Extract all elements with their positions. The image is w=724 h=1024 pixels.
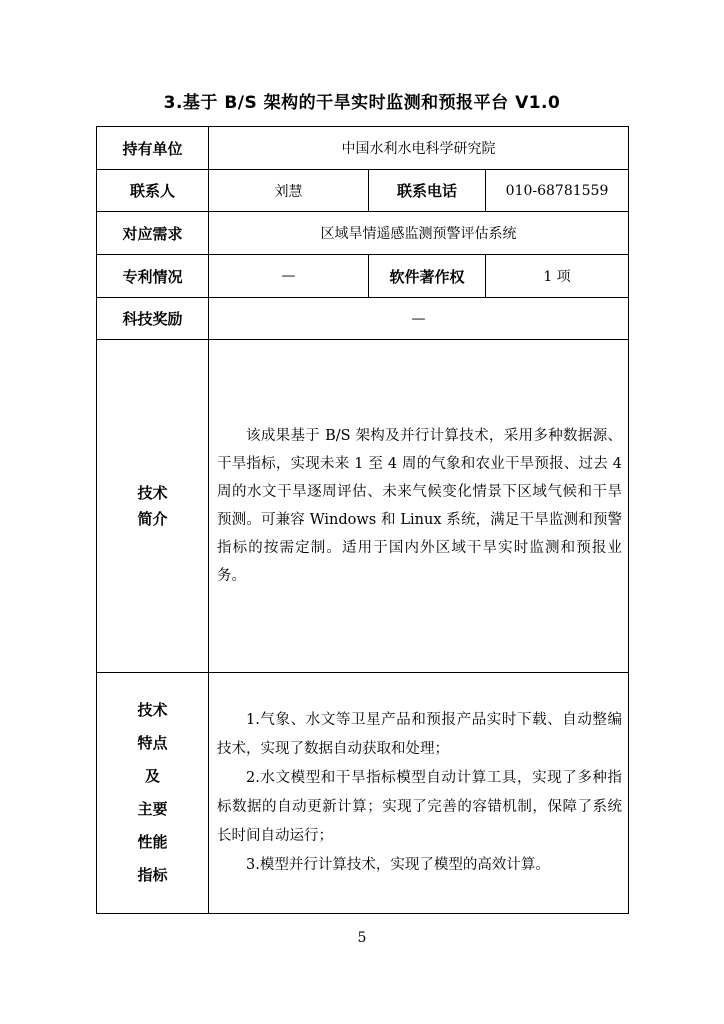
intro-label-line1: 技术 — [137, 484, 168, 502]
features-label-line: 及 — [144, 767, 160, 785]
features-label-line: 技术 — [137, 701, 168, 719]
phone-value: 010-68781559 — [486, 170, 629, 212]
row-demand — [97, 212, 629, 255]
page-number: 5 — [357, 930, 367, 946]
features-label-line: 主要 — [137, 800, 168, 818]
features-label-line: 特点 — [137, 734, 168, 752]
page-title: 3.基于 B/S 架构的干旱实时监测和预报平台 V1.0 — [163, 93, 561, 113]
software-value: 1 项 — [486, 255, 629, 298]
owner-value: 中国水利水电科学研究院 — [209, 127, 629, 170]
row-award — [97, 298, 629, 340]
software-label: 软件著作权 — [369, 255, 486, 298]
patent-value: — — [209, 255, 369, 298]
feature-item: 1.气象、水文等卫星产品和预报产品实时下载、自动整编技术，实现了数据自动获取和处理； — [217, 712, 623, 757]
row-intro — [97, 340, 629, 673]
feature-item: 2.水文模型和干旱指标模型自动计算工具，实现了多种指标数据的自动更新计算；实现了完善的容错机制，保障了系统长时间自动运行； — [217, 770, 623, 844]
intro-cell — [209, 340, 629, 673]
features-label-line: 性能 — [137, 833, 168, 851]
row-features — [97, 673, 629, 914]
intro-label-line2: 简介 — [137, 510, 168, 528]
features-cell — [209, 673, 629, 914]
demand-value: 区域旱情遥感监测预警评估系统 — [209, 212, 629, 255]
row-owner — [97, 127, 629, 170]
contact-value: 刘慧 — [209, 170, 369, 212]
award-label: 科技奖励 — [97, 298, 209, 340]
phone-label: 联系电话 — [369, 170, 486, 212]
info-table — [96, 126, 629, 914]
owner-label: 持有单位 — [97, 127, 209, 170]
contact-label: 联系人 — [97, 170, 209, 212]
award-value: — — [209, 298, 629, 340]
row-patent — [97, 255, 629, 298]
intro-label — [97, 340, 209, 673]
feature-item: 3.模型并行计算技术，实现了模型的高效计算。 — [246, 857, 550, 873]
patent-label: 专利情况 — [97, 255, 209, 298]
demand-label: 对应需求 — [97, 212, 209, 255]
features-label-line: 指标 — [137, 866, 168, 884]
features-label — [97, 673, 209, 914]
row-contact — [97, 170, 629, 212]
intro-text: 该成果基于 B/S 架构及并行计算技术，采用多种数据源、干旱指标，实现未来 1 至 4 周的气象和农业干旱预报、过去 4 周的水文干旱逐周评估、未来气候变化情景下区域气候和干旱预测。可兼容 Windows 和 Linux 系统，满足干旱监测和预警指标的按需定制。适用于国内外区域干旱实时监测和预报业务。 — [217, 428, 623, 584]
